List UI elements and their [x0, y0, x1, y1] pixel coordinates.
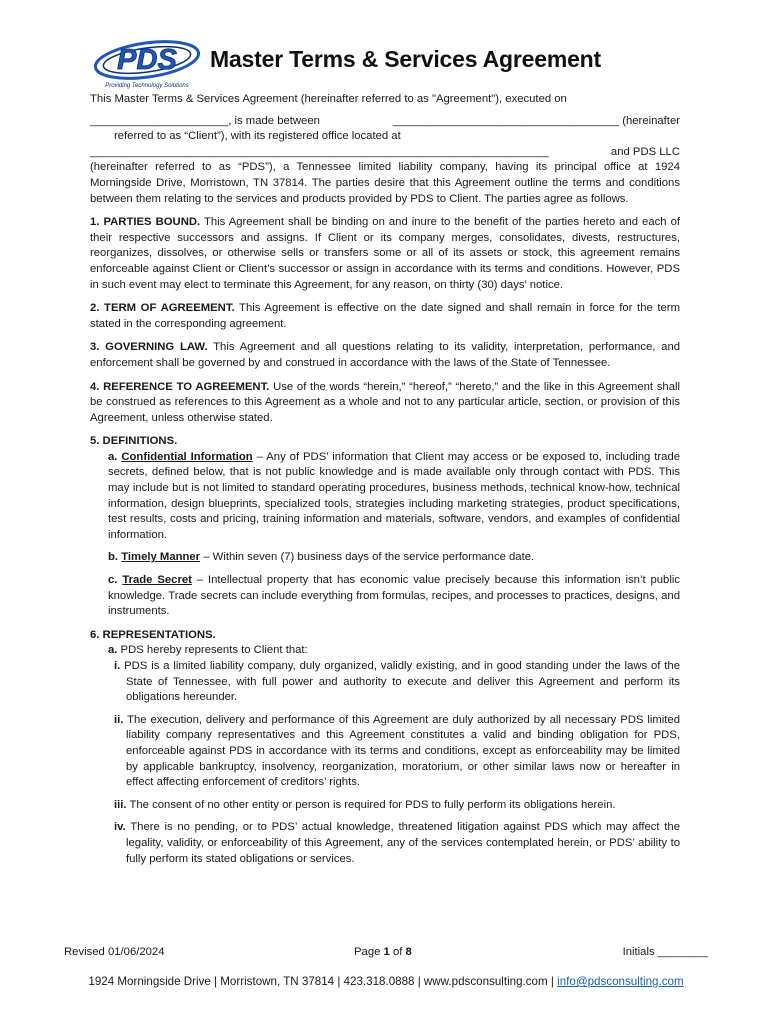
section-parties-bound — [90, 215, 680, 293]
client-address-blank[interactable]: _________________________________________________________________________ — [90, 145, 549, 158]
intro-line-2 — [90, 114, 680, 130]
document-title: Master Terms & Services Agreement — [210, 46, 601, 72]
section-heading: 3. GOVERNING LAW. — [90, 341, 208, 354]
section-term — [90, 301, 680, 332]
section-heading: 4. REFERENCE TO AGREEMENT. — [90, 380, 270, 393]
section-governing-law — [90, 340, 680, 371]
section-text: This Agreement and all questions relating to its validity, interpretation, performance, and enforcement shall be governed by and construed in accordance with the laws of the State of Tennessee. — [90, 341, 681, 369]
intro-line-1: This Master Terms & Services Agreement (hereinafter referred to as "Agreement"), executed on — [90, 93, 567, 105]
term-label: Trade Secret — [122, 574, 192, 587]
definition-confidential-information: a. Confidential Information – Any of PDS’ information that Client may access or be exposed to, including trade secrets, defined below, that is not public knowledge and is made available only through contact with PDS. This may include but is not limited to standard operating procedures, business methods, technical know-how, technical information, design blueprints, specialized tools, strategies including marketing strategies, product specifications, test results, costs and pricing, training information and materials, software, vendors, and examples of confidential information. — [108, 450, 681, 541]
agreement-body — [90, 92, 680, 867]
section-text: This Agreement shall be binding on and inure to the benefit of the parties hereto and each of their respective successors and assigns. If Client or its company merges, consolidates, divests, restructures, reorganizes, dissolves, or otherwise sells or transfers some or all of its assets or stock, this agreement remains enforceable against Client or Client’s successor or assign in accordance with its terms and conditions. However, PDS in such event may elect to terminate this Agreement, for any reason, on thirty (30) days’ notice. — [90, 216, 680, 291]
page-footer — [64, 946, 708, 988]
section-heading: 6. REPRESENTATIONS. — [90, 628, 216, 641]
section-reference — [90, 380, 680, 427]
section-heading: 5. DEFINITIONS. — [90, 435, 178, 448]
section-heading: 1. PARTIES BOUND. — [90, 216, 201, 229]
representation-iii: iii. The consent of no other entity or person is required for PDS to fully perform its obligations herein. — [114, 798, 616, 811]
pds-logo — [92, 36, 202, 90]
intro-paragraph: (hereinafter referred to as “PDS”), a Tennessee limited liability company, having its principal office at 1924 Morningside Drive, Morristown, TN 37814. The parties desire that this Agreement outline the terms and conditions between them relating to the services and products provided by PDS to Client. The parties agree as follows. — [90, 161, 680, 205]
representation-iv: iv. There is no pending, or to PDS’ actual knowledge, threatened litigation against PDS which may affect the legality, validity, or enforceability of this Agreement, any of the services contemplated herein, or PDS’ ability to fully perform its stated obligations or services. — [114, 821, 680, 865]
representation-ii: ii. The execution, delivery and performance of this Agreement are duly authorized by all necessary PDS limited liability company representatives and this Agreement constitutes a valid and binding obligation for PDS, enforceable against PDS in accordance with its terms and conditions, except as enforceability may be limited by applicable bankruptcy, insolvency, reorganization, moratorium, or other similar laws now or hereafter in effect affecting enforcement of creditors’ rights. — [114, 713, 680, 789]
logo-text: PDS — [117, 44, 177, 76]
term-label: Confidential Information — [121, 450, 253, 463]
section-representations — [90, 628, 680, 644]
section-text: This Agreement is effective on the date signed and shall remain in force for the term stated in the corresponding agreement. — [90, 302, 680, 330]
page-number: Page 1 of 8 — [354, 946, 412, 958]
definition-timely-manner: b. Timely Manner – Within seven (7) business days of the service performance date. — [108, 551, 535, 564]
revised-date: Revised 01/06/2024 — [64, 946, 165, 958]
section-definitions — [90, 434, 680, 450]
pds-name: and PDS LLC — [610, 145, 680, 158]
section-heading: 2. TERM OF AGREEMENT. — [90, 302, 235, 315]
logo-tagline: Providing Technology Solutions — [105, 83, 189, 89]
definition-trade-secret: c. Trade Secret – Intellectual property that has economic value precisely because this information isn’t public knowledge. Trade secrets can include everything from formulas, recipes, and processes to practices, designs, and instruments. — [108, 574, 680, 618]
intro-line-4 — [90, 145, 680, 161]
representation-a: a. PDS hereby represents to Client that: — [108, 644, 308, 657]
document-header — [92, 36, 692, 90]
intro-line-3: referred to as “Client”), with its registered office located at — [114, 130, 401, 143]
company-address: 1924 Morningside Drive | Morristown, TN 37814 | 423.318.0888 | www.pdsconsulting.com | info@pdsconsulting.com — [88, 975, 684, 988]
email-link[interactable]: info@pdsconsulting.com — [557, 975, 684, 988]
client-name-blank[interactable]: ____________________________________ (hereinafter — [392, 114, 680, 127]
initials-field[interactable]: Initials ________ — [622, 946, 708, 958]
section-text: Use of the words “herein,” “hereof,” “hereto,” and the like in this Agreement shall be construed as references to this Agreement as a whole and not to any particular article, section, or provision of this Agreement, unless otherwise stated. — [90, 380, 681, 424]
representation-i: i. PDS is a limited liability company, duly organized, validly existing, and in good standing under the laws of the State of Tennessee, with full power and authority to execute and deliver this Agreement and perform its obligations hereunder. — [114, 660, 680, 704]
execution-date-blank[interactable]: ______________________, is made between — [90, 114, 320, 127]
term-label: Timely Manner — [121, 551, 201, 564]
